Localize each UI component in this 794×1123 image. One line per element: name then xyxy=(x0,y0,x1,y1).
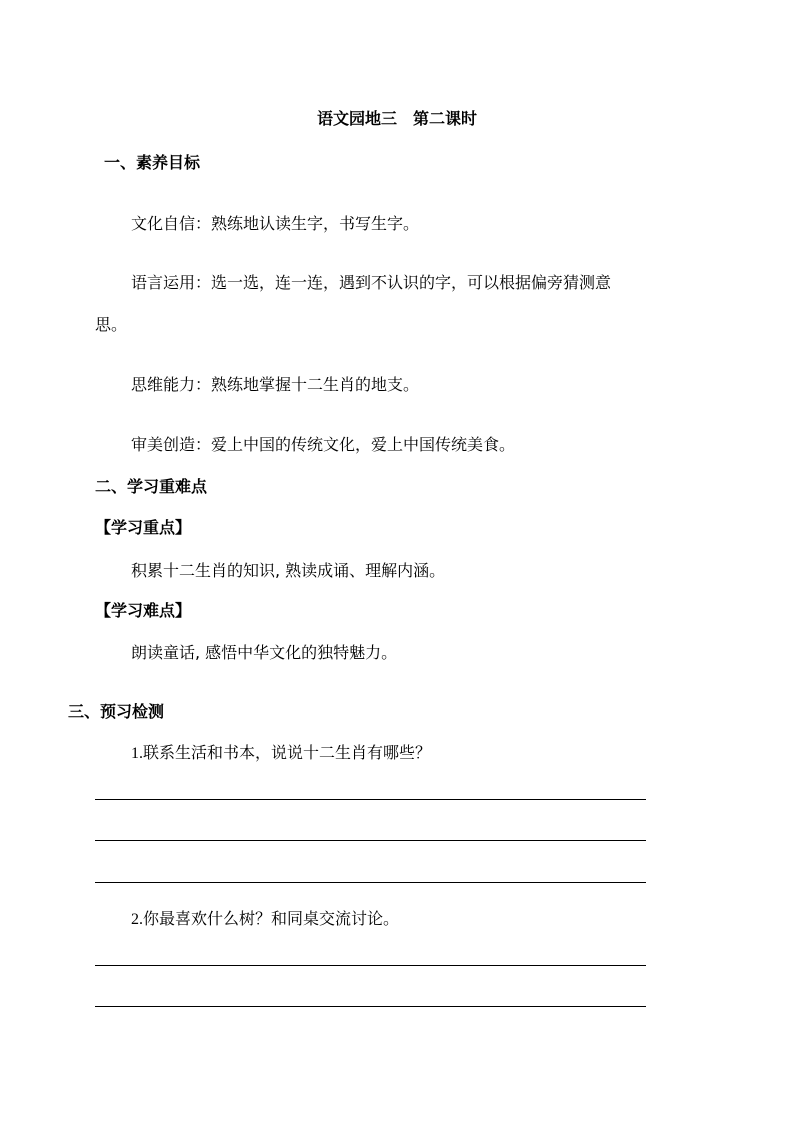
question-2 xyxy=(131,906,399,929)
difficult-point-text: 朗读童话, 感悟中华文化的独特魅力。 xyxy=(131,643,398,662)
difficult-point-label: 【学习难点】 xyxy=(95,601,192,620)
question-1 xyxy=(131,740,431,763)
question-1-text: 联系生活和书本，说说十二生肖有哪些？ xyxy=(143,743,432,762)
question-1-number: 1. xyxy=(131,745,143,762)
page-title: 语文园地三 第二课时 xyxy=(316,109,477,128)
answer-line xyxy=(95,965,646,966)
answer-line xyxy=(95,882,646,883)
section-heading-preview: 三、预习检测 xyxy=(68,702,165,721)
goal-aesthetic-creation: 审美创造：爱上中国的传统文化，爱上中国传统美食。 xyxy=(131,435,516,454)
goal-language-use: 语言运用：选一选，连一连，遇到不认识的字，可以根据偏旁猜测意 xyxy=(131,273,612,292)
question-2-text: 你最喜欢什么树？和同桌交流讨论。 xyxy=(143,909,400,928)
key-point-label: 【学习重点】 xyxy=(95,518,192,537)
key-point-text: 积累十二生肖的知识, 熟读成诵、理解内涵。 xyxy=(131,561,446,580)
goal-thinking-ability: 思维能力：熟练地掌握十二生肖的地支。 xyxy=(131,375,420,394)
goal-language-use-continued: 思。 xyxy=(95,315,128,334)
section-heading-key-points: 二、学习重难点 xyxy=(95,477,208,496)
question-2-number: 2. xyxy=(131,911,143,928)
answer-line xyxy=(95,840,646,841)
goal-cultural-confidence: 文化自信：熟练地认读生字，书写生字。 xyxy=(131,214,420,233)
section-heading-goals: 一、素养目标 xyxy=(104,153,201,172)
answer-line xyxy=(95,799,646,800)
answer-line xyxy=(95,1006,646,1007)
